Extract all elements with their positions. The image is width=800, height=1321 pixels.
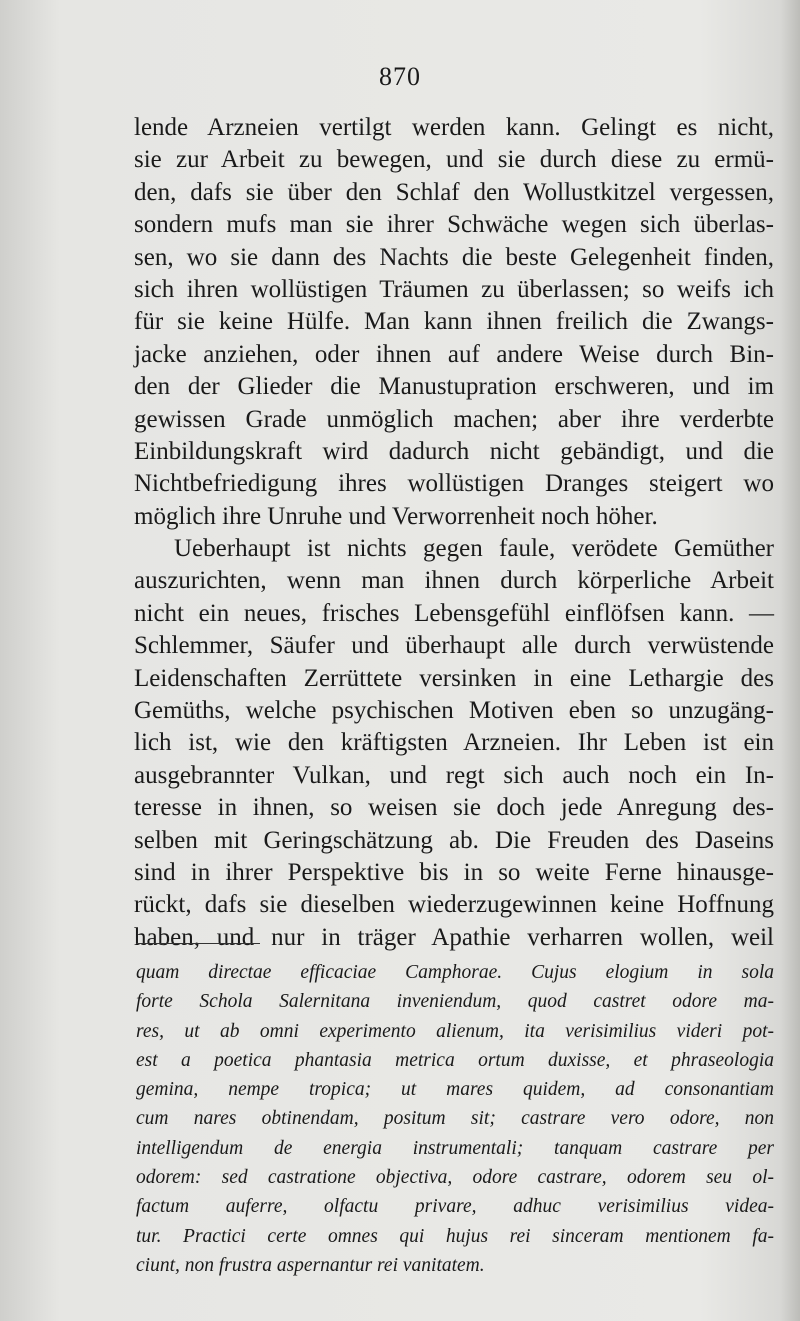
footnote [136,958,774,1280]
text-line: Schlemmer, Säufer und überhaupt alle durch verwüstende [134,632,774,660]
text-line: sich ihren wollüstigen Träumen zu überlassen; so weifs ich [134,275,774,303]
text-line: gewissen Grade unmöglich machen; aber ihre verderbte [134,405,774,433]
text-line: ausgebrannter Vulkan, und regt sich auch noch ein In- [134,761,774,789]
footnote-line: quam directae efficaciae Camphorae. Cujus elogium in sola [136,962,774,983]
page-number: 870 [379,62,421,91]
text-line: auszurichten, wenn man ihnen durch körperliche Arbeit [134,567,774,595]
footnote-line: odorem: sed castratione objectiva, odore castrare, odorem seu ol- [136,1167,774,1189]
footnote-line: intelligendum de energia instrumentali; tanquam castrare per [136,1137,774,1159]
footnote-line: res, ut ab omni experimento alienum, ita verisimilius videri pot- [136,1020,774,1042]
text-line: nicht ein neues, frisches Lebensgefühl einflöfsen kann. — [134,599,774,627]
text-line: lich ist, wie den kräftigsten Arzneien. Ihr Leben ist ein [134,729,774,757]
text-line: möglich ihre Unruhe und Verworrenheit noch höher. [134,502,658,530]
text-line: sind in ihrer Perspektive bis in so weite Ferne hinausge- [134,858,774,886]
text-line: Einbildungskraft wird dadurch nicht gebändigt, und die [134,437,774,465]
text-line: haben, und nur in träger Apathie verharren wollen, weil [134,923,774,951]
text-line: für sie keine Hülfe. Man kann ihnen freilich die Zwangs- [134,308,774,336]
text-line: teresse in ihnen, so weisen sie doch jede Anregung des- [134,794,774,822]
text-line: den der Glieder die Manustupration erschweren, und im [134,373,774,401]
text-line: Leidenschaften Zerrüttete versinken in eine Lethargie des [134,664,774,692]
footnote-line: cum nares obtinendam, positum sit; castrare vero odore, non [136,1108,774,1130]
text-line: lende Arzneien vertilgt werden kann. Gelingt es nicht, [134,114,774,141]
footnote-line: gemina, nempe tropica; ut mares quidem, ad consonantiam [136,1079,774,1101]
text-line: sie zur Arbeit zu bewegen, und sie durch diese zu ermü- [134,146,774,174]
text-line: jacke anziehen, oder ihnen auf andere Weise durch Bin- [134,340,774,368]
text-line: rückt, dafs sie dieselben wiederzugewinnen keine Hoffnung [134,891,774,919]
text-line: Gemüths, welche psychischen Motiven eben so unzugäng- [134,697,774,725]
footnote-line: est a poetica phantasia metrica ortum duxisse, et phraseologia [136,1049,774,1071]
footnote-line: factum auferre, olfactu privare, adhuc verisimilius videa- [136,1196,774,1218]
text-line: selben mit Geringschätzung ab. Die Freuden des Daseins [134,826,774,854]
text-line: den, dafs sie über den Schlaf den Wollustkitzel vergessen, [134,178,774,206]
text-line: Ueberhaupt ist nichts gegen faule, verödete Gemüther [174,535,774,563]
footnote-line: ciunt, non frustra aspernantur rei vanitatem. [136,1254,485,1276]
text-line: sondern mufs man sie ihrer Schwäche wegen sich überlas- [134,211,774,239]
footnote-line: tur. Practici certe omnes qui hujus rei sinceram mentionem fa- [136,1225,774,1247]
text-line: sen, wo sie dann des Nachts die beste Gelegenheit finden, [134,243,774,271]
footnote-rule [136,943,260,944]
footnote-line: forte Schola Salernitana inveniendum, quod castret odore ma- [136,991,774,1013]
main-text [134,112,774,954]
text-line: Nichtbefriedigung ihres wollüstigen Dranges steigert wo [134,470,774,498]
